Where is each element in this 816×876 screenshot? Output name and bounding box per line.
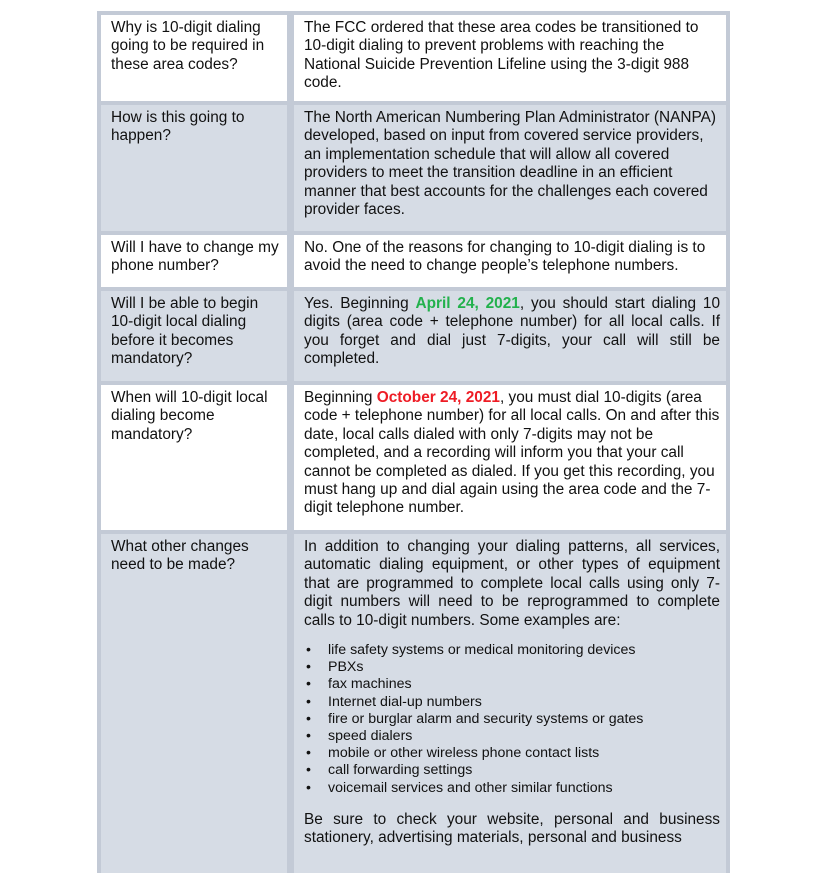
faq-answer — [294, 385, 726, 530]
bullet-icon: • — [306, 728, 311, 745]
list-item-text: life safety systems or medical monitoring devices — [328, 642, 636, 659]
list-item — [304, 676, 720, 693]
answer-text: , you should start dialing 10 digits (area code + telephone number) for all local calls. If you forget and dial just 7-digits, your call will still be completed. — [304, 295, 721, 368]
faq-question: Will I be able to begin 10-digit local dialing before it becomes mandatory? — [101, 291, 287, 381]
list-item — [304, 659, 720, 676]
list-item — [304, 780, 720, 797]
list-item-text: fax machines — [328, 676, 412, 693]
answer-outro: Be sure to check your website, personal and business stationery, advertising materials, personal and business — [304, 810, 720, 847]
bullet-icon: • — [306, 659, 311, 676]
list-item-text: voicemail services and other similar functions — [328, 779, 613, 796]
list-item-text: call forwarding settings — [328, 762, 473, 779]
answer-text: Beginning — [304, 389, 377, 406]
list-item — [304, 728, 720, 745]
list-item — [304, 642, 720, 659]
bullet-icon: • — [306, 762, 311, 779]
list-item-text: mobile or other wireless phone contact lists — [328, 745, 600, 762]
faq-answer — [294, 534, 726, 873]
start-date: April 24, 2021 — [415, 295, 520, 312]
list-item-text: PBXs — [328, 659, 364, 676]
bullet-icon: • — [306, 710, 311, 727]
bullet-icon: • — [306, 779, 311, 796]
faq-answer — [294, 291, 726, 381]
examples-list — [304, 642, 720, 797]
faq-table — [97, 11, 730, 873]
answer-intro: In addition to changing your dialing patterns, all services, automatic dialing equipment, or other types of equipment that are programmed to complete local calls using only 7-digit numbers will need to be reprogrammed to complete calls to 10-digit numbers. Some examples are: — [304, 538, 720, 629]
faq-row — [101, 381, 726, 530]
faq-row — [101, 101, 726, 231]
faq-row — [101, 11, 726, 101]
faq-question: What other changes need to be made? — [101, 534, 287, 873]
answer-text: Yes. Beginning — [304, 295, 416, 312]
faq-question: Will I have to change my phone number? — [101, 235, 287, 287]
list-item-text: Internet dial-up numbers — [328, 693, 482, 710]
answer-text: , you must dial 10-digits (area code + telephone number) for all local calls. On and after this date, local calls dialed with only 7-digits may not be completed, and a recording will inform you that your call cannot be completed as dialed. If you get this recording, you must hang up and dial again using the area code and the 7-digit telephone number. — [304, 389, 720, 517]
faq-question: When will 10-digit local dialing become mandatory? — [101, 385, 287, 530]
list-item — [304, 711, 720, 728]
faq-answer: No. One of the reasons for changing to 10-digit dialing is to avoid the need to change people’s telephone numbers. — [294, 235, 726, 287]
faq-question: How is this going to happen? — [101, 105, 287, 231]
faq-row — [101, 530, 726, 873]
list-item — [304, 762, 720, 779]
faq-row — [101, 287, 726, 381]
list-item — [304, 745, 720, 762]
faq-row — [101, 231, 726, 287]
bullet-icon: • — [306, 745, 311, 762]
list-item — [304, 694, 720, 711]
faq-answer: The FCC ordered that these area codes be transitioned to 10-digit dialing to prevent problems with reaching the National Suicide Prevention Lifeline using the 3-digit 988 code. — [294, 15, 726, 101]
bullet-icon: • — [306, 693, 311, 710]
faq-question: Why is 10-digit dialing going to be required in these area codes? — [101, 15, 287, 101]
faq-answer: The North American Numbering Plan Administrator (NANPA) developed, based on input from covered service providers, an implementation schedule that will allow all covered providers to meet the transition deadline in an efficient manner that best accounts for the challenges each covered provider faces. — [294, 105, 726, 231]
list-item-text: fire or burglar alarm and security systems or gates — [328, 710, 644, 727]
list-item-text: speed dialers — [328, 728, 413, 745]
mandatory-date: October 24, 2021 — [376, 389, 500, 406]
bullet-icon: • — [306, 676, 311, 693]
bullet-icon: • — [306, 642, 311, 659]
